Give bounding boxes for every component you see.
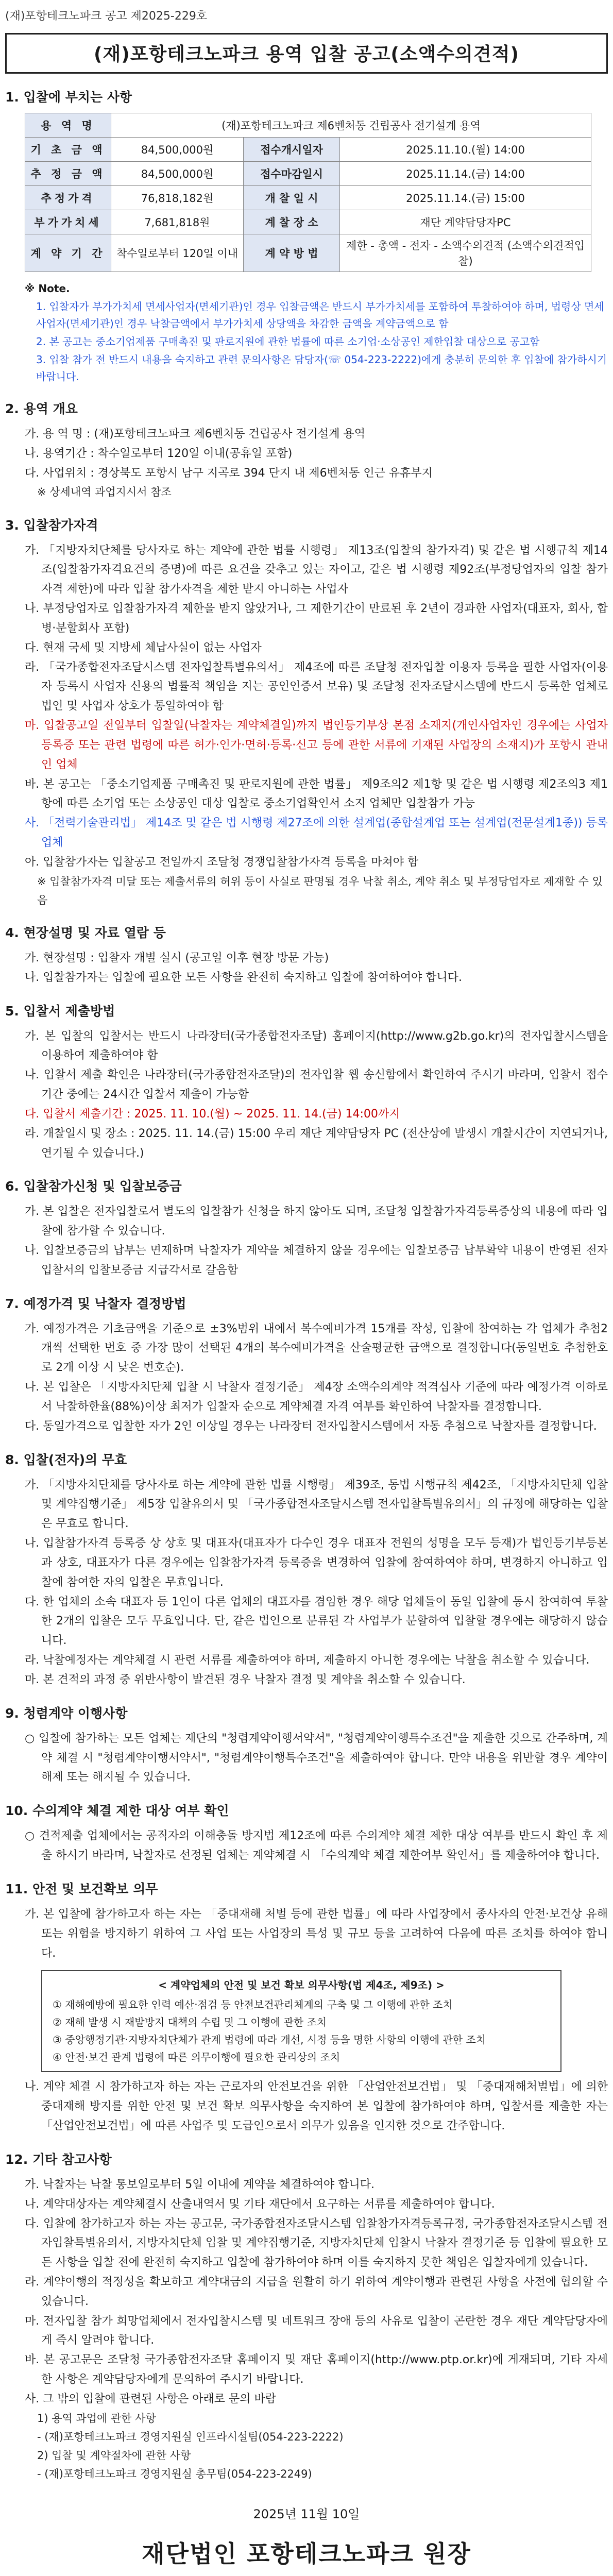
list-item: 마. 본 견적의 과정 중 위반사항이 발견된 경우 낙찰자 결정 및 계약을 취소할 수 있습니다. <box>25 1673 466 1686</box>
list-item: 나. 입찰참가자격 등록증 상 상호 및 대표자(대표자가 다수인 경우 대표자 전원의 성명을 모두 등재)가 법인등기부등본과 상호, 대표자가 다른 경우에는 입찰참가자격 등록증을 변경하여 입찰에 참여하여야 하며, 변경하지 아니하고 입찰에 참여한 자의 입찰은 무효입니다. <box>25 1537 608 1589</box>
section-5 <box>5 1001 608 1163</box>
list-item: ○ 견적제출 업체에서는 공직자의 이해충돌 방지법 제12조에 따른 수의계약 체결 제한 대상 여부를 반드시 확인 후 제출 하시기 바라며, 낙찰자로 선정된 업체는 계약체결 시 「수의계약 체결 제한여부 확인서」를 제출하여야 합니다. <box>25 1829 608 1862</box>
table-row <box>25 210 591 234</box>
section-heading: 5. 입찰서 제출방법 <box>5 1003 115 1019</box>
section-3 <box>5 515 608 909</box>
table-key: 부가가치세 <box>25 210 111 234</box>
list-item: 아. 입찰참가자는 입찰공고 전일까지 조달청 경쟁입찰참가자격 등록을 마쳐야 함 <box>25 855 419 869</box>
list-item: 나. 계약 체결 시 참가하고자 하는 자는 근로자의 안전보건을 위한 「산업안전보건법」 및 「중대재해처벌법」에 의한 중대재해 방지를 위한 안전 및 보건 확보 의무사항을 숙지하여 본 입찰에 참가하여야 하며, 입찰서를 제출한 자는 「산업안전보건법」에 따른 사업주 및 도급인으로서 의무가 있음을 인지한 것으로 간주합니다. <box>25 2080 608 2133</box>
section-heading: 6. 입찰참가신청 및 입찰보증금 <box>5 1179 182 1194</box>
list-item: 나. 입찰참가자는 입찰에 필요한 모든 사항을 완전히 숙지하고 입찰에 참여하여야 합니다. <box>25 971 462 984</box>
notice-number: (재)포항테크노파크 공고 제2025-229호 <box>5 10 208 23</box>
table-value: (재)포항테크노파크 제6벤처동 건립공사 전기설계 용역 <box>111 113 591 138</box>
table-key: 계 약 방 법 <box>244 234 340 272</box>
info-table <box>25 113 591 272</box>
list-item: 라. 「국가종합전자조달시스템 전자입찰특별유의서」 제4조에 따른 조달청 전자입찰 이용자 등록을 필한 사업자(이용자 등록시 사업자 신용의 법률적 책임을 지는 공인인증서 보유) 및 조달청 전자조달시스템에 반드시 등록한 업체로 법인 및 사업자 상호가 통일하여야 함 <box>25 660 608 713</box>
box-title: < 계약업체의 안전 및 보건 확보 의무사항(법 제4조, 제9조) > <box>158 1979 445 1992</box>
list-item: 가. 「지방자치단체를 당사자로 하는 계약에 관한 법률 시행령」 제39조, 동법 시행규칙 제42조, 「지방자치단체 입찰 및 계약집행기준」 제5장 입찰유의서 및 「국가종합전자조달시스템 전자입찰특별유의서」의 규정에 해당하는 입찰은 무효로 합니다. <box>25 1478 608 1531</box>
list-item: 다. 한 업체의 소속 대표자 등 1인이 다른 업체의 대표자를 겸임한 경우 해당 업체들이 동일 입찰에 동시 참여하여 투찰한 2개의 입찰은 모두 무효입니다. 단, 같은 법인으로 분류된 각 사업부가 분할하여 입찰할 경우에는 해당하지 않습니다. <box>25 1595 608 1648</box>
note-item: 3. 입찰 참가 전 반드시 내용을 숙지하고 관련 문의사항은 담당자(☏ 054-223-2222)에게 충분히 문의한 후 입찰에 참가하시기 바랍니다. <box>36 353 607 383</box>
note-item: 2. 본 공고는 중소기업제품 구매촉진 및 판로지원에 관한 법률에 따른 소기업·소상공인 제한입찰 대상으로 공고함 <box>36 335 540 348</box>
list-item: ○ 입찰에 참가하는 모든 업체는 재단의 "청렴계약이행서약서", "청렴계약이행특수조건"을 제출한 것으로 간주하며, 계약 체결 시 "청렴계약이행서약서", "청렴계약이행특수조건"을 제출하여야 합니다. 만약 내용을 위반할 경우 계약이 해제 또는 해지될 수 있습니다. <box>25 1732 608 1784</box>
list-item: 사. 「전력기술관리법」 제14조 및 같은 법 시행령 제27조에 의한 설계업(종합설계업 또는 설계업(전문설계1종)) 등록업체 <box>25 817 608 850</box>
list-item: 가. 예정가격은 기초금액을 기준으로 ±3%범위 내에서 복수예비가격 15개를 작성, 입찰에 참여하는 각 업체가 추첨2개씩 선택한 번호 중 가장 많이 선택된 4개의 복수예비가격을 산술평균한 금액으로 결정합니다(동일번호 추첨한호로 2개 이상 시 낮은 번호순). <box>25 1322 608 1375</box>
opening-schedule: 라. 개찰일시 및 장소 : 2025. 11. 14.(금) 15:00 우리 재단 계약담당자 PC (전산상에 발생시 개찰시간이 지연되거나, 연기될 수 있습니다.) <box>25 1127 608 1160</box>
section-heading: 12. 기타 참고사항 <box>5 2151 112 2167</box>
list-item: 가. 본 입찰의 입찰서는 반드시 나라장터(국가종합전자조달) 홈페이지(http://www.g2b.go.kr)의 전자입찰시스템을 이용하여 제출하여야 함 <box>25 1029 608 1062</box>
table-value: 2025.11.14.(금) 14:00 <box>340 162 591 186</box>
table-value: 84,500,000원 <box>111 162 244 186</box>
section-heading: 11. 안전 및 보건확보 의무 <box>5 1881 158 1896</box>
list-item: 나. 입찰보증금의 납부는 면제하며 낙찰자가 계약을 체결하지 않을 경우에는 입찰보증금 납부확약 내용이 반영된 전자입찰서의 입찰보증금 지급각서로 갈음함 <box>25 1244 608 1277</box>
table-key: 추 정 금 액 <box>25 162 111 186</box>
list-item: 다. 사업위치 : 경상북도 포항시 남구 지곡로 394 단지 내 제6벤처동 인근 유휴부지 <box>25 466 433 480</box>
list-item: 나. 입찰서 제출 확인은 나라장터(국가종합전자조달)의 전자입찰 웹 송신함에서 확인하여 주시기 바라며, 입찰서 접수기간 중에는 24시간 입찰서 제출이 가능함 <box>25 1069 608 1101</box>
box-item: ④ 안전·보건 관계 법령에 따른 의무이행에 필요한 관리상의 조치 <box>53 2051 340 2064</box>
issuer-signature: 재단법인 포항테크노파크 원장 <box>142 2540 471 2568</box>
list-item: 사. 그 밖의 입찰에 관련된 사항은 아래로 문의 바람 <box>25 2392 276 2405</box>
list-item: 마. 전자입찰 참가 희망업체에서 전자입찰시스템 및 네트워크 장애 등의 사유로 입찰이 곤란한 경우 재단 계약담당자에게 즉시 알려야 합니다. <box>25 2314 608 2347</box>
list-item: ※ 입찰참가자격 미달 또는 제출서류의 허위 등이 사실로 판명될 경우 낙찰 취소, 계약 취소 및 부정당업자로 제재할 수 있음 <box>37 875 603 906</box>
section-heading: 3. 입찰참가자격 <box>5 517 98 533</box>
list-item: 가. 본 입찰에 참가하고자 하는 자는 「중대재해 처벌 등에 관한 법률」에 따라 사업장에서 종사자의 안전·보건상 유해 또는 위험을 방지하기 위하여 그 사업 또는 사업장의 특성 및 규모 등을 고려하여 다음에 따른 조치를 하여야 합니다. <box>25 1907 608 1960</box>
table-row <box>25 162 591 186</box>
note-title: ※ Note. <box>25 282 70 295</box>
list-item: ※ 상세내역 과업지시서 참조 <box>37 486 172 499</box>
list-item: 나. 본 입찰은 「지방자치단체 입찰 시 낙찰자 결정기준」 제4장 소액수의계약 적격심사 기준에 따라 예정가격 이하로서 낙찰하한율(88%)이상 최저가 입찰자 순으로 계약체결 자격 여부를 확인하여 낙찰자를 결정합니다. <box>25 1381 608 1413</box>
section-heading: 2. 용역 개요 <box>5 401 78 416</box>
table-key: 추정가격 <box>25 186 111 210</box>
box-item: ③ 중앙행정기관·지방자치단체가 관계 법령에 따라 개선, 시정 등을 명한 사항의 이행에 관한 조치 <box>53 2033 486 2046</box>
section-9 <box>5 1703 608 1787</box>
section-12 <box>5 2149 608 2483</box>
section-heading: 10. 수의계약 체결 제한 대상 여부 확인 <box>5 1803 229 1819</box>
table-value: 2025.11.14.(금) 15:00 <box>340 186 591 210</box>
section-10 <box>5 1801 608 1866</box>
section-11 <box>5 1879 608 2136</box>
contact-line: - (재)포항테크노파크 경영지원실 인프라시설팀(054-223-2222) <box>37 2430 344 2443</box>
note-item: 1. 입찰자가 부가가치세 면세사업자(면세기관)인 경우 입찰금액은 반드시 부가가치세를 포함하여 투찰하여야 하며, 법령상 면세사업자(면세기관)인 경우 낙찰금액에서 부가가치세 상당액을 차감한 금액을 계약금액으로 함 <box>36 300 604 330</box>
table-value: 제한 - 총액 - 전자 - 소액수의견적 (소액수의견적입찰) <box>340 234 591 272</box>
table-key: 접수마감일시 <box>244 162 340 186</box>
table-row <box>25 113 591 138</box>
title-box <box>5 33 608 74</box>
table-key: 접수개시일자 <box>244 138 340 162</box>
table-row <box>25 234 591 272</box>
section-heading: 1. 입찰에 부치는 사항 <box>5 90 132 105</box>
safety-duty-box <box>41 1970 561 2072</box>
list-item: 바. 본 공고문은 조달청 국가종합전자조달 홈페이지 및 재단 홈페이지(http://www.ptp.or.kr)에 게재되며, 기타 자세한 사항은 계약담당자에게 문의하여 주시기 바랍니다. <box>25 2353 608 2386</box>
list-item: 라. 계약이행의 적정성을 확보하고 계약대금의 지급을 원활히 하기 위하여 계약이행과 관련된 사항을 사전에 협의할 수 있습니다. <box>25 2275 608 2308</box>
section-4 <box>5 923 608 988</box>
notice-date: 2025년 11월 10일 <box>253 2507 360 2522</box>
list-item: 바. 본 공고는 「중소기업제품 구매촉진 및 판로지원에 관한 법률」 제9조의2 제1항 및 같은 법 시행령 제2조의3 제1항에 따른 소기업 또는 소상공인 대상 입찰로 중소기업확인서 소지 업체만 입찰참가 가능 <box>25 777 608 810</box>
table-row <box>25 138 591 162</box>
section-heading: 8. 입찰(전자)의 무효 <box>5 1452 127 1467</box>
list-item: 2) 입찰 및 계약절차에 관한 사항 <box>37 2449 191 2462</box>
list-item: 가. 본 입찰은 전자입찰로서 별도의 입찰참가 신청을 하지 않아도 되며, 조달청 입찰참가자격등록증상의 내용에 따라 입찰에 참가할 수 있습니다. <box>25 1205 608 1238</box>
table-row <box>25 186 591 210</box>
list-item: 나. 용역기간 : 착수일로부터 120일 이내(공휴일 포함) <box>25 447 293 460</box>
section-1 <box>5 87 608 385</box>
table-key: 기 초 금 액 <box>25 138 111 162</box>
section-2 <box>5 399 608 502</box>
list-item: 라. 낙찰예정자는 계약체결 시 관련 서류를 제출하여야 하며, 제출하지 아니한 경우에는 낙찰을 취소할 수 있습니다. <box>25 1654 590 1667</box>
table-value: 7,681,818원 <box>111 210 244 234</box>
list-item: 1) 용역 과업에 관한 사항 <box>37 2412 156 2425</box>
table-value: 76,818,182원 <box>111 186 244 210</box>
table-key: 계 약 기 간 <box>25 234 111 272</box>
list-item: 마. 입찰공고일 전일부터 입찰일(낙찰자는 계약체결일)까지 법인등기부상 본점 소재지(개인사업자인 경우에는 사업자등록증 또는 관련 법령에 따른 허가·인가·면허·등록·신고 등에 관한 서류에 기재된 사업장의 소재지)가 포항시 관내인 업체 <box>25 719 608 771</box>
page-title: (재)포항테크노파크 용역 입찰 공고(소액수의견적) <box>94 44 519 65</box>
list-item: 가. 「지방자치단체를 당사자로 하는 계약에 관한 법률 시행령」 제13조(입찰의 참가자격) 및 같은 법 시행규칙 제14조(입찰참가자격요건의 증명)에 따른 요건을 갖추고 있는 자이고, 같은 법 시행령 제92조(부정당업자의 입찰 참가자격 제한)에 따라 입찰 참가자격을 제한 받지 아니하는 사업자 <box>25 544 608 596</box>
list-item: 가. 현장설명 : 입찰자 개별 실시 (공고일 이후 현장 방문 가능) <box>25 951 329 964</box>
box-item: ① 재해예방에 필요한 인력 예산·점검 등 안전보건관리체계의 구축 및 그 이행에 관한 조치 <box>53 1998 453 2011</box>
list-item: 가. 용 역 명 : (재)포항테크노파크 제6벤처동 건립공사 전기설계 용역 <box>25 428 366 440</box>
table-key: 계 찰 장 소 <box>244 210 340 234</box>
table-value: 착수일로부터 120일 이내 <box>111 234 244 272</box>
section-heading: 4. 현장설명 및 자료 열람 등 <box>5 925 166 940</box>
table-key: 개 찰 일 시 <box>244 186 340 210</box>
table-value: 재단 계약담당자PC <box>340 210 591 234</box>
section-6 <box>5 1176 608 1280</box>
section-heading: 7. 예정가격 및 낙찰자 결정방법 <box>5 1296 186 1311</box>
table-value: 2025.11.10.(월) 14:00 <box>340 138 591 162</box>
list-item: 나. 계약대상자는 계약체결시 산출내역서 및 기타 재단에서 요구하는 서류를 제출하여야 합니다. <box>25 2197 495 2211</box>
table-value: 84,500,000원 <box>111 138 244 162</box>
section-8 <box>5 1450 608 1690</box>
list-item: 가. 낙찰자는 낙찰 통보일로부터 5일 이내에 계약을 체결하여야 합니다. <box>25 2178 374 2191</box>
box-item: ② 재해 발생 시 재발방지 대책의 수립 및 그 이행에 관한 조치 <box>53 2016 327 2029</box>
list-item: 다. 동일가격으로 입찰한 자가 2인 이상일 경우는 나라장터 전자입찰시스템에서 자동 추첨으로 낙찰자를 결정합니다. <box>25 1419 597 1433</box>
list-item: 나. 부정당업자로 입찰참가자격 제한을 받지 않았거나, 그 제한기간이 만료된 후 2년이 경과한 사업자(대표자, 회사, 합병·분할회사 포함) <box>25 602 608 635</box>
note-block <box>25 280 608 385</box>
contact-line: - (재)포항테크노파크 경영지원실 총무팀(054-223-2249) <box>37 2468 312 2481</box>
list-item: 다. 현재 국세 및 지방세 체납사실이 없는 사업자 <box>25 641 262 654</box>
submission-period: 다. 입찰서 제출기간 : 2025. 11. 10.(월) ~ 2025. 11. 14.(금) 14:00까지 <box>25 1107 400 1121</box>
section-7 <box>5 1294 608 1436</box>
table-key: 용 역 명 <box>25 113 111 138</box>
list-item: 다. 입찰에 참가하고자 하는 자는 공고문, 국가종합전자조달시스템 입찰참가자격등록규정, 국가종합전자조달시스템 전자입찰특별유의서, 지방자치단체 입찰 및 계약집행기준, 지방자치단체 입찰시 낙찰자 결정기준 등 입찰에 필요한 모든 사항을 입찰 전에 완전히 숙지하고 입찰에 참가하여야 하며 이를 숙지하지 못한 책임은 입찰자에게 있습니다. <box>25 2217 608 2269</box>
section-heading: 9. 청렴계약 이행사항 <box>5 1705 128 1721</box>
